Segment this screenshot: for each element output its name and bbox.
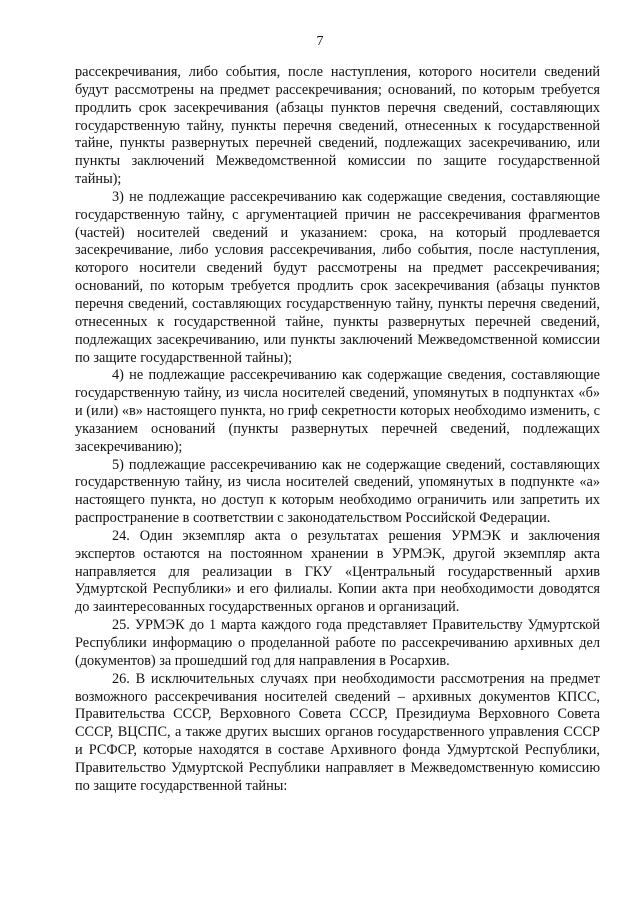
paragraph-25: 25. УРМЭК до 1 марта каждого года представляет Правительству Удмуртской Республики информацию о проделанной работе по рассекречиванию архивных дел (документов) за прошедший год для направления в Росархив. — [75, 617, 600, 669]
paragraph-26: 26. В исключительных случаях при необходимости рассмотрения на предмет возможного рассекречивания носителей сведений – архивных документов КПСС, Правительства СССР, Верховного Совета СССР, Президиума Верховного Совета СССР, ВЦСПС, а также других высших органов государственного управления СССР и РСФСР, которые находятся в составе Архивного фонда Удмуртской Республики, Правительство Удмуртской Республики направляет в Межведомственную комиссию по защите государственной тайны: — [75, 670, 600, 794]
paragraph-item-5: 5) подлежащие рассекречиванию как не содержащие сведений, составляющих государственную тайну, из числа носителей сведений, упомянутых в подпункте «а» настоящего пункта, но доступ к которым необходимо ограничить или запретить их распространение в соответствии с законодательством Российской Федерации. — [75, 456, 600, 527]
page-number: 7 — [316, 34, 324, 49]
paragraph-24: 24. Один экземпляр акта о результатах решения УРМЭК и заключения экспертов остаются на постоянном хранении в УРМЭК, другой экземпляр акта направляется для реализации в ГКУ «Центральный государственный архив Удмуртской Республики» и его филиалы. Копии акта при необходимости доводятся до заинтересованных государственных органов и организаций. — [75, 527, 600, 616]
document-body — [75, 64, 600, 796]
paragraph-continuation: рассекречивания, либо события, после наступления, которого носители сведений будут рассмотрены на предмет рассекречивания; оснований, по которым требуется продлить срок засекречивания (абзацы пунктов перечня сведений, составляющих государственную тайну, пункты перечня сведений, отнесенных к государственной тайне, пункты развернутых перечней сведений, подлежащих засекречиванию, или пункты заключений Межведомственной комиссии по защите государственной тайны); — [75, 64, 600, 188]
paragraph-item-3: 3) не подлежащие рассекречиванию как содержащие сведения, составляющие государственную тайну, с аргументацией причин не рассекречивания фрагментов (частей) носителей сведений и указанием: срока, на который продлевается засекречивание, либо условия рассекречивания, либо события, после наступления, которого носители сведений будут рассмотрены на предмет рассекречивания; оснований, по которым требуется продлить срок засекречивания (абзацы пунктов перечня сведений, составляющих государственную тайну, пункты перечня сведений, отнесенных к государственной тайне, пункты развернутых перечней сведений, подлежащих засекречиванию, или пункты заключений Межведомственной комиссии по защите государственной тайны); — [75, 188, 600, 366]
paragraph-item-4: 4) не подлежащие рассекречиванию как содержащие сведения, составляющие государственную тайну, из числа носителей сведений, упомянутых в подпунктах «б» и (или) «в» настоящего пункта, но гриф секретности которых необходимо изменить, с указанием оснований (пункты развернутых перечней сведений, подлежащих засекречиванию); — [75, 367, 600, 455]
